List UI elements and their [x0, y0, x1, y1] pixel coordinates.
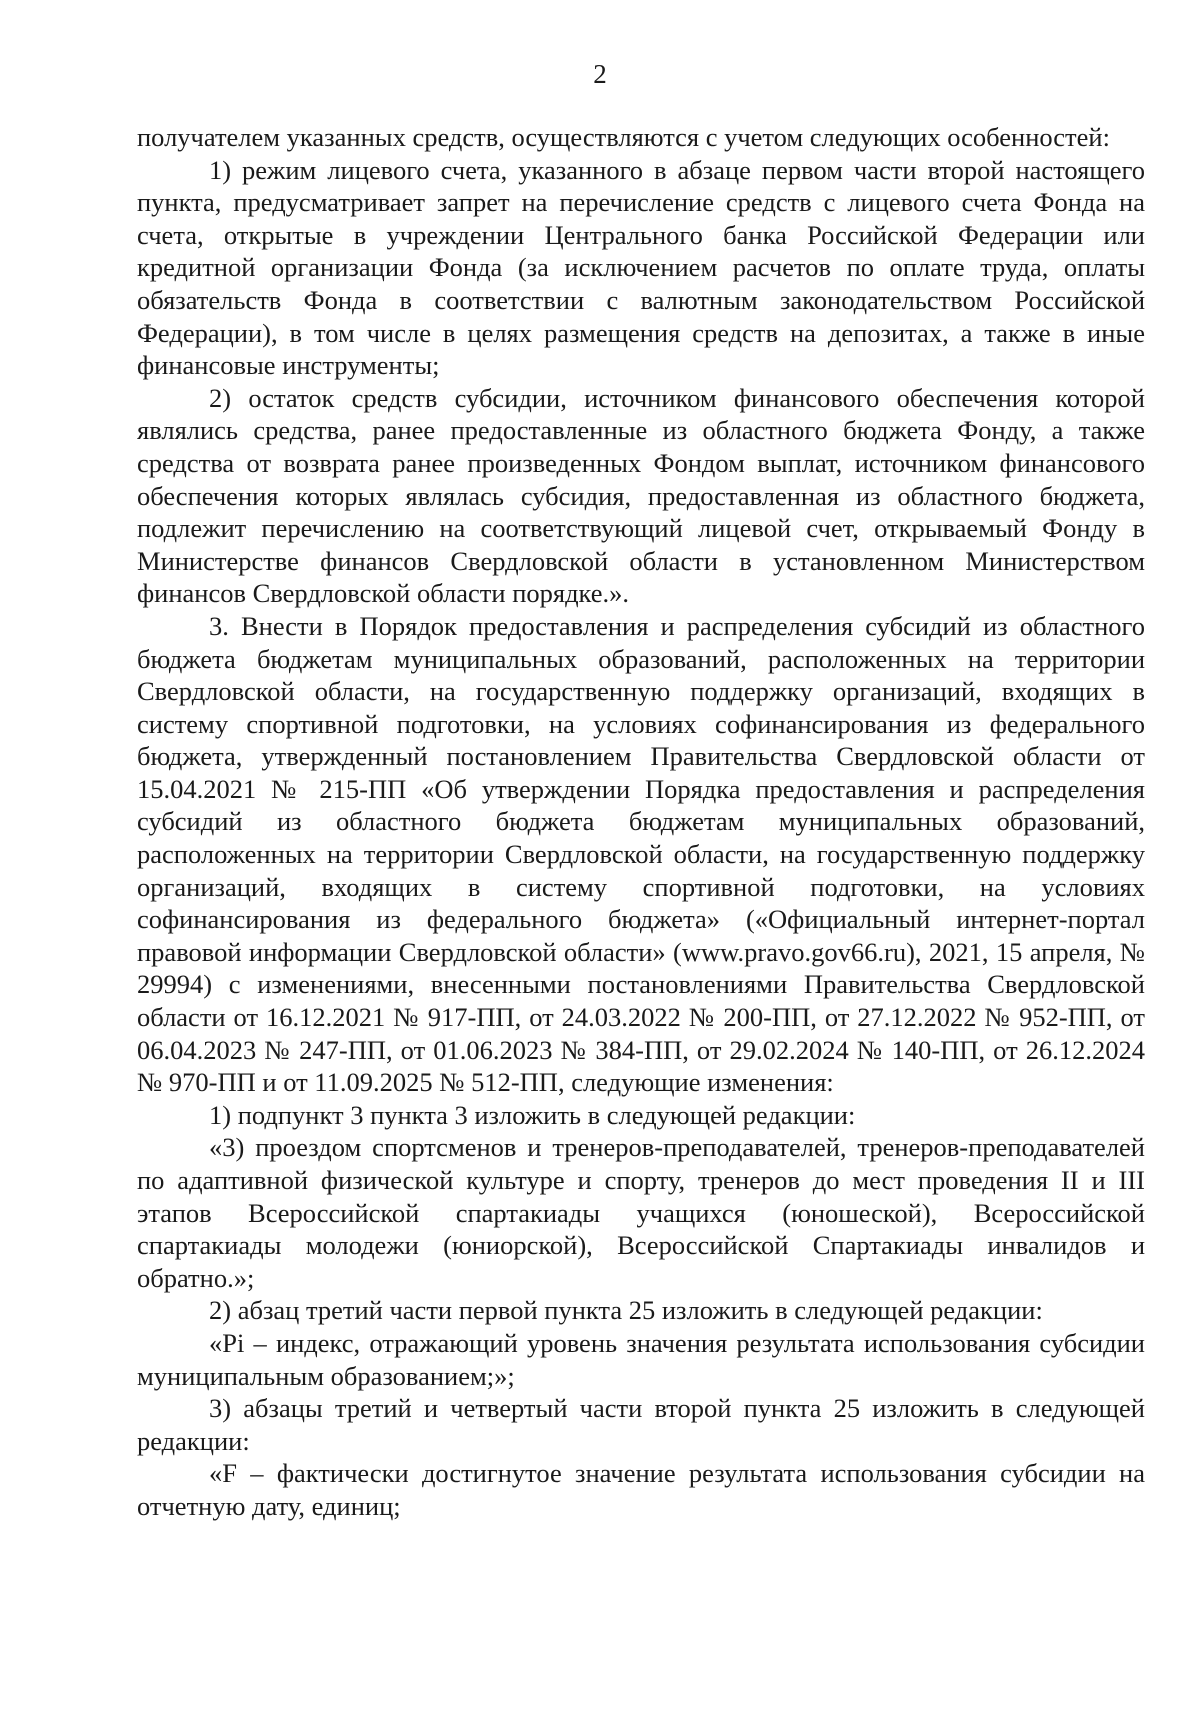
paragraph-amendment-3-text: «F – фактически достигнутое значение результата использования субсидии на отчетную дату, единиц; [137, 1458, 1145, 1521]
paragraph-amendment-2-text: «Pi – индекс, отражающий уровень значения результата использования субсидии муниципальным образованием;»; [137, 1327, 1145, 1391]
paragraph-amendment-1-text: «3) проездом спортсменов и тренеров-преподавателей, тренеров-преподавателей по адаптивной физической культуре и спорту, тренеров до мест проведения II и III этапов Всероссийской спартакиады учащихся (юношеской), Всероссийской спартакиады молодежи (юниорской), Всероссийской Спартакиады инвалидов и обратно.»; [137, 1132, 1145, 1293]
page-number: 2 [593, 59, 607, 89]
paragraph-item-2-subsidy-balance: 2) остаток средств субсидии, источником финансового обеспечения которой являлись средства, ранее предоставленные из областного бюджета Фонду, а также средства от возврата ранее произведенных Фондом выплат, источником финансового обеспечения которых являлась субсидия, предоставленная из областного бюджета, подлежит перечислению на соответствующий лицевой счет, открываемый Фонду в Министерстве финансов Свердловской области в установленном Министерством финансов Свердловской области порядке.». [137, 382, 1145, 609]
document-body [137, 121, 1145, 1523]
paragraph-section-3-amendments: 3. Внести в Порядок предоставления и распределения субсидий из областного бюджета бюджетам муниципальных образований, расположенных на территории Свердловской области, на государственную поддержку организаций, входящих в систему спортивной подготовки, на условиях софинансирования из федерального бюджета, утвержденный постановлением Правительства Свердловской области от 15.04.2021 № 215-ПП «Об утверждении Порядка предоставления и распределения субсидий из областного бюджета бюджетам муниципальных образований, расположенных на территории Свердловской области, на государственную поддержку организаций, входящих в систему спортивной подготовки, на условиях софинансирования из федерального бюджета» («Официальный интернет-портал правовой информации Свердловской области» (www.pravo.gov66.ru), 2021, 15 апреля, № 29994) с изменениями, внесенными постановлениями Правительства Свердловской области от 16.12.2021 № 917-ПП, от 24.03.2022 № 200-ПП, от 27.12.2022 № 952-ПП, от 06.04.2023 № 247-ПП, от 01.06.2023 № 384-ПП, от 29.02.2024 № 140-ПП, от 26.12.2024 № 970-ПП и от 11.09.2025 № 512-ПП, следующие изменения: [137, 610, 1145, 1098]
paragraph-intro-continuation: получателем указанных средств, осуществляются с учетом следующих особенностей: [137, 122, 1110, 152]
paragraph-item-1-account-regime: 1) режим лицевого счета, указанного в абзаце первом части второй настоящего пункта, предусматривает запрет на перечисление средств с лицевого счета Фонда на счета, открытые в учреждении Центрального банка Российской Федерации или кредитной организации Фонда (за исключением расчетов по оплате труда, оплаты обязательств Фонда в соответствии с валютным законодательством Российской Федерации), в том числе в целях размещения средств на депозитах, а также в иные финансовые инструменты; [137, 154, 1145, 381]
paragraph-amendment-1: 1) подпункт 3 пункта 3 изложить в следующей редакции: [209, 1099, 856, 1130]
paragraph-amendment-3: 3) абзацы третий и четвертый части второй пункта 25 изложить в следующей редакции: [137, 1393, 1145, 1456]
paragraph-amendment-2: 2) абзац третий части первой пункта 25 изложить в следующей редакции: [209, 1295, 1043, 1326]
